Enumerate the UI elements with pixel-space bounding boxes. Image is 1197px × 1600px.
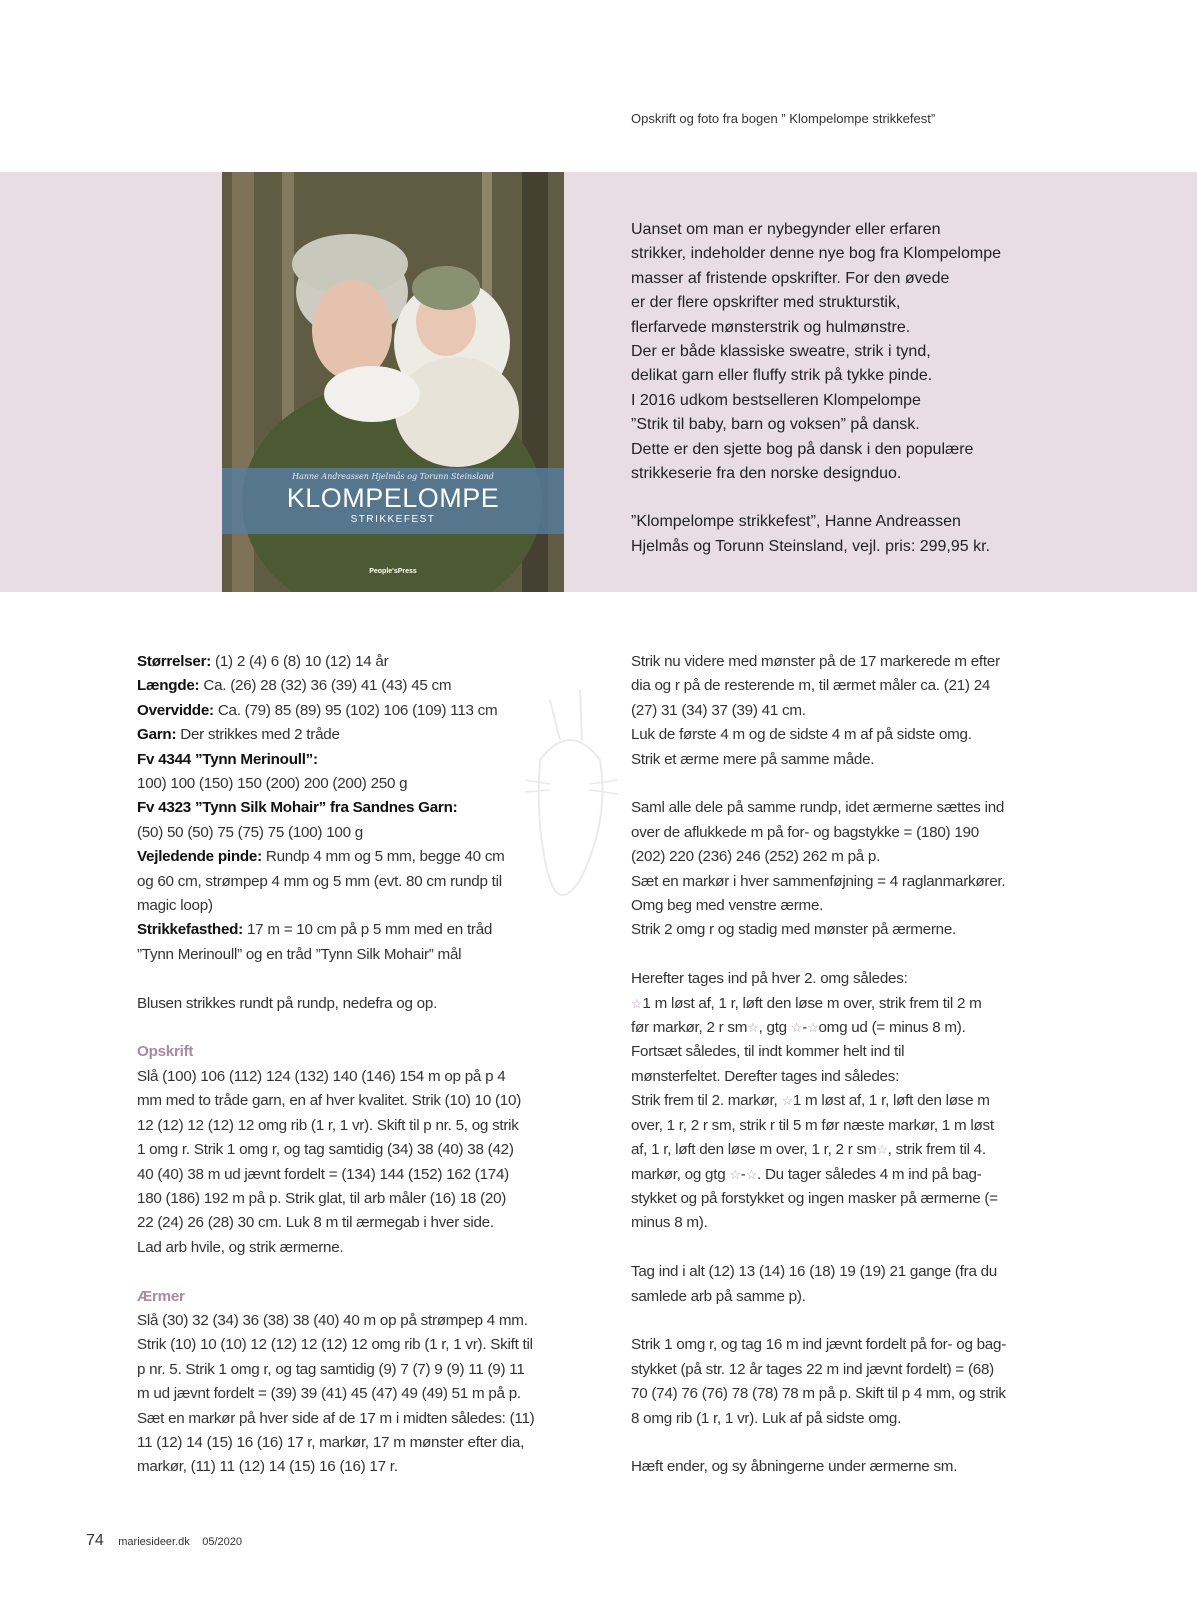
recipe-line: Lad arb hvile, og strik ærmerne. <box>137 1238 344 1256</box>
yarn1-label-row <box>137 748 587 772</box>
width-label: Overvidde: <box>137 701 214 719</box>
instruction-line: af, 1 r, løft den løse m over, 1 r, 2 r sm☆, strik frem til 4. <box>631 1141 986 1159</box>
recipe-line: 180 (186) 192 m på p. Strik glat, til arb måler (16) 18 (20) <box>137 1189 507 1207</box>
needles-line: og 60 cm, strømpep 4 mm og 5 mm (evt. 80 cm rundp til <box>137 872 502 890</box>
intro-line: er der flere opskrifter med strukturstik, <box>631 294 901 312</box>
instruction-line: over, 1 r, 2 r sm, strik r til 5 m før næste markør, 1 m løst <box>631 1116 994 1134</box>
instruction-line: Tag ind i alt (12) 13 (14) 16 (18) 19 (19) 21 gange (fra du <box>631 1263 998 1281</box>
star-icon: ☆ <box>747 1020 759 1036</box>
page-footer <box>86 1532 242 1550</box>
instruction-line: dia og r på de resterende m, til ærmet måler ca. (21) 24 <box>631 677 991 695</box>
instruction-line: 70 (74) 76 (76) 78 (78) 78 m på p. Skift til p 4 mm, og strik <box>631 1385 1006 1403</box>
sleeves-line: p nr. 5. Strik 1 omg r, og tag samtidig (9) 7 (7) 9 (9) 11 (9) 11 <box>137 1360 525 1378</box>
sleeves-line: markør, (11) 11 (12) 14 (15) 16 (16) 17 r. <box>137 1458 398 1476</box>
construction-note: Blusen strikkes rundt på rundp, nedefra og op. <box>137 994 438 1012</box>
instruction-line: Fortsæt således, til indt kommer helt ind til <box>631 1043 905 1061</box>
intro-line: delikat garn eller fluffy strik på tykke pinde. <box>631 367 933 385</box>
intro-line: I 2016 udkom bestselleren Klompelompe <box>631 391 921 409</box>
needles-row <box>137 845 587 869</box>
needles-line: magic loop) <box>137 897 213 915</box>
recipe-line: 1 omg r. Strik 1 omg r, og tag samtidig (34) 38 (40) 38 (42) <box>137 1141 514 1159</box>
instruction-line: Strik 1 omg r, og tag 16 m ind jævnt fordelt på for- og bag- <box>631 1336 1007 1354</box>
instruction-line: Sæt en markør i hver sammenføjning = 4 raglanmarkører. <box>631 872 1006 890</box>
star-icon: ☆ <box>790 1020 803 1036</box>
intro-line: strikkeserie fra den norske designduo. <box>631 465 902 483</box>
length-value: Ca. (26) 28 (32) 36 (39) 41 (43) 45 cm <box>199 677 452 695</box>
intro-line: Dette er den sjette bog på dansk i den populære <box>631 440 974 458</box>
cover-publisher: People'sPress <box>369 568 417 575</box>
intro-line: masser af fristende opskrifter. For den øvede <box>631 269 950 287</box>
intro-line: ”Strik til baby, barn og voksen” på dansk. <box>631 416 920 434</box>
instruction-line: samlede arb på samme p). <box>631 1287 806 1305</box>
yarn-value: Der strikkes med 2 tråde <box>176 726 340 744</box>
yarn-label: Garn: <box>137 726 177 744</box>
instruction-line: mønsterfeltet. Derefter tages ind således: <box>631 1067 900 1085</box>
instruction-line: minus 8 m). <box>631 1214 708 1232</box>
recipe-line: 22 (24) 26 (28) 30 cm. Luk 8 m til ærmegab i hver side. <box>137 1214 494 1232</box>
sleeves-line: m ud jævnt fordelt = (39) 39 (41) 45 (47) 49 (49) 51 m på p. <box>137 1385 521 1403</box>
instruction-line: Saml alle dele på samme rundp, idet ærmerne sættes ind <box>631 799 1005 817</box>
intro-line: Der er både klassiske sweatre, strik i tynd, <box>631 343 931 361</box>
yarn1-value: 100) 100 (150) 150 (200) 200 (200) 250 g <box>137 775 408 793</box>
gauge-label: Strikkefasthed: <box>137 921 243 939</box>
star-icon: ☆ <box>807 1020 819 1036</box>
credit-line: Hjelmås og Torunn Steinsland, vejl. pris: 299,95 kr. <box>631 537 991 555</box>
intro-line: Uanset om man er nybegynder eller erfaren <box>631 221 941 238</box>
recipe-line: 40 (40) 38 m ud jævnt fordelt = (134) 144 (152) 162 (174) <box>137 1165 509 1183</box>
instruction-line: Hæft ender, og sy åbningerne under ærmerne sm. <box>631 1458 958 1476</box>
star-icon: ☆ <box>876 1142 888 1158</box>
recipe-line: Slå (100) 106 (112) 124 (132) 140 (146) 154 m op på p 4 <box>137 1067 506 1085</box>
instruction-line: stykket og på forstykket og ingen masker på ærmerne (= <box>631 1189 998 1207</box>
page-number: 74 <box>86 1532 104 1549</box>
intro-paragraph <box>631 218 1051 486</box>
needles-label: Vejledende pinde: <box>137 848 262 866</box>
cover-subtitle: STRIKKEFEST <box>350 514 436 525</box>
instruction-line: markør, og gtg ☆-☆. Du tager således 4 m ind på bag- <box>631 1165 982 1183</box>
instruction-line: ☆1 m løst af, 1 r, løft den løse m over, strik frem til 2 m <box>631 994 982 1012</box>
book-credit <box>631 510 1051 559</box>
width-value: Ca. (79) 85 (89) 95 (102) 106 (109) 113 cm <box>213 701 498 719</box>
footer-issue: 05/2020 <box>202 1536 243 1548</box>
cover-authors: Hanne Andreassen Hjelmås og Torunn Steinsland <box>292 472 494 481</box>
sizes-row <box>137 650 587 674</box>
cover-title: KLOMPELOMPE <box>286 483 500 513</box>
footer-site: mariesideer.dk <box>118 1536 190 1548</box>
sleeves-line: Sæt en markør på hver side af de 17 m i midten således: (11) <box>137 1409 535 1427</box>
yarn2-label: Fv 4323 ”Tynn Silk Mohair” fra Sandnes Garn: <box>137 799 458 817</box>
sleeves-line: 11 (12) 14 (15) 16 (16) 17 r, markør, 17 m mønster efter dia, <box>137 1433 525 1451</box>
instruction-line: stykket (på str. 12 år tages 22 m ind jævnt fordelt) = (68) <box>631 1360 994 1378</box>
left-column <box>137 650 587 1480</box>
recipe-heading: Opskrift <box>137 1043 194 1061</box>
instruction-line: Strik 2 omg r og stadig med mønster på ærmerne. <box>631 921 957 939</box>
sizes-label: Størrelser: <box>137 653 212 670</box>
instruction-line: Herefter tages ind på hver 2. omg således: <box>631 970 908 988</box>
instruction-line: Omg beg med venstre ærme. <box>631 897 824 915</box>
instruction-line: over de aflukkede m på for- og bagstykke = (180) 190 <box>631 823 979 841</box>
length-label: Længde: <box>137 677 200 695</box>
instruction-line: (202) 220 (236) 246 (252) 262 m på p. <box>631 848 881 866</box>
yarn-row <box>137 723 587 747</box>
instruction-line: 8 omg rib (1 r, 1 vr). Luk af på sidste omg. <box>631 1409 902 1427</box>
intro-line: flerfarvede mønsterstrik og hulmønstre. <box>631 318 911 336</box>
yarn1-label: Fv 4344 ”Tynn Merinoull”: <box>137 750 318 768</box>
sleeves-heading: Ærmer <box>137 1287 185 1305</box>
sizes-value: (1) 2 (4) 6 (8) 10 (12) 14 år <box>211 653 389 670</box>
star-icon: ☆ <box>781 1093 793 1109</box>
book-cover <box>222 172 564 592</box>
intro-text <box>631 218 1051 559</box>
instruction-line: før markør, 2 r sm☆, gtg ☆-☆omg ud (= minus 8 m). <box>631 1019 966 1037</box>
right-column <box>631 650 1081 1480</box>
length-row <box>137 674 587 698</box>
star-icon: ☆ <box>631 995 643 1011</box>
yarn2-label-row <box>137 796 587 820</box>
recipe-line: mm med to tråde garn, en af hver kvalitet. Strik (10) 10 (10) <box>137 1092 522 1110</box>
gauge-line: ”Tynn Merinoull” og en tråd ”Tynn Silk Mohair” mål <box>137 945 462 963</box>
sleeves-line: Strik (10) 10 (10) 12 (12) 12 (12) 12 omg rib (1 r, 1 vr). Skift til <box>137 1336 533 1354</box>
instruction-line: Luk de første 4 m og de sidste 4 m af på sidste omg. <box>631 726 972 744</box>
star-icon: ☆ <box>729 1166 741 1182</box>
intro-line: strikker, indeholder denne nye bog fra Klompelompe <box>631 245 1001 263</box>
sleeves-line: Slå (30) 32 (34) 36 (38) 38 (40) 40 m op på strømpep 4 mm. <box>137 1311 528 1329</box>
star-icon: ☆ <box>745 1166 758 1182</box>
instruction-line: Strik et ærme mere på samme måde. <box>631 750 875 768</box>
instruction-line: Strik nu videre med mønster på de 17 markerede m efter <box>631 653 1000 670</box>
source-line: Opskrift og foto fra bogen ” Klompelompe strikkefest” <box>631 111 936 126</box>
instruction-line: (27) 31 (34) 37 (39) 41 cm. <box>631 701 806 719</box>
recipe-line: 12 (12) 12 (12) 12 omg rib (1 r, 1 vr). Skift til p nr. 5, og strik <box>137 1116 519 1134</box>
width-row <box>137 699 587 723</box>
needles-value: Rundp 4 mm og 5 mm, begge 40 cm <box>261 848 505 866</box>
yarn2-value: (50) 50 (50) 75 (75) 75 (100) 100 g <box>137 823 363 841</box>
instruction-line: Strik frem til 2. markør, ☆1 m løst af, 1 r, løft den løse m <box>631 1092 990 1110</box>
credit-line: ”Klompelompe strikkefest”, Hanne Andreassen <box>631 513 961 531</box>
gauge-row <box>137 918 587 942</box>
gauge-value: 17 m = 10 cm på p 5 mm med en tråd <box>242 921 493 939</box>
